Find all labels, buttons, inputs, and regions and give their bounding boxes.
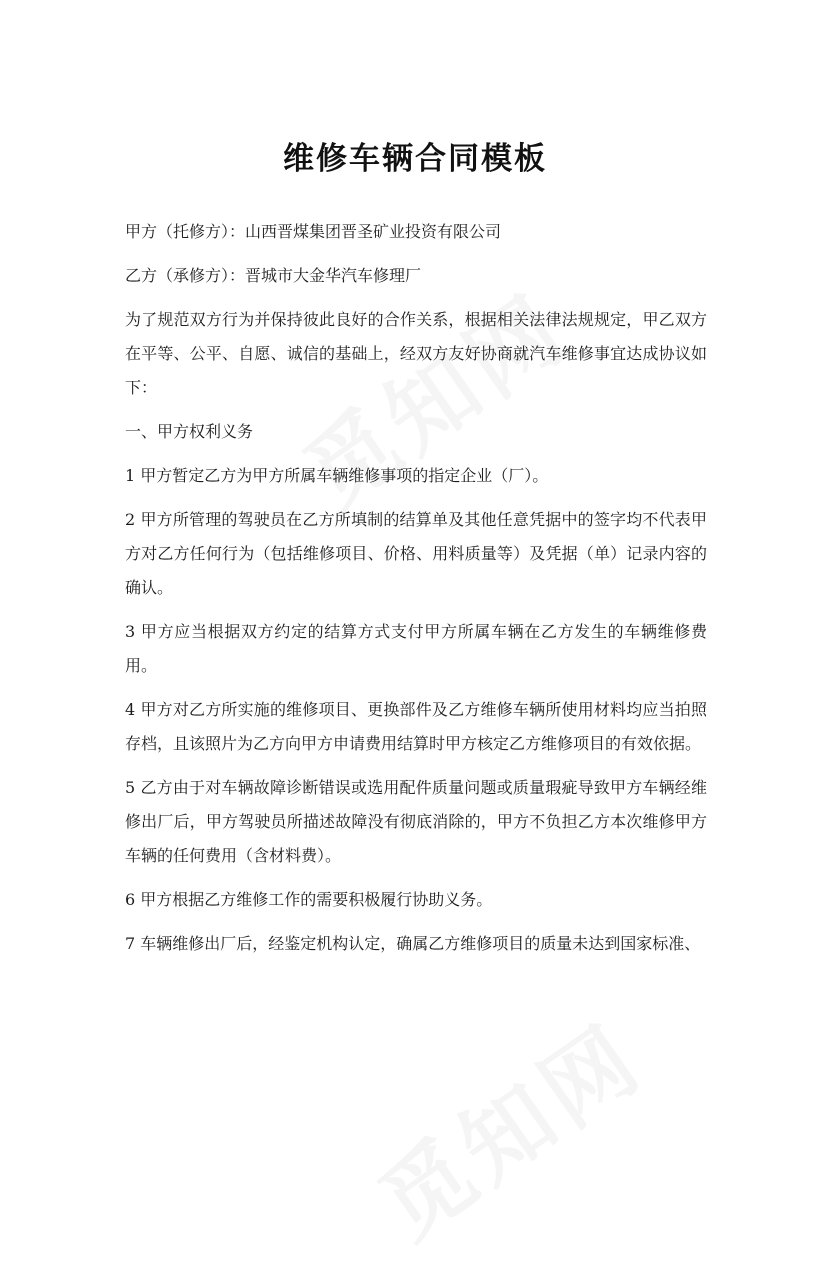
watermark [349,987,664,1262]
clause-2: 2 甲方所管理的驾驶员在乙方所填制的结算单及其他任意凭据中的签字均不代表甲方对乙方任何行为（包括维修项目、价格、用料质量等）及凭据（单）记录内容的确认。 [125,510,707,597]
party-b-line: 乙方（承修方）：晋城市大金华汽车修理厂 [125,266,422,285]
preamble-paragraph: 为了规范双方行为并保持彼此良好的合作关系，根据相关法律法规规定，甲乙双方在平等、公平、自愿、诚信的基础上，经双方友好协商就汽车维修事宜达成协议如下： [125,310,707,397]
clause-5: 5 乙方由于对车辆故障诊断错误或选用配件质量问题或质量瑕疵导致甲方车辆经维修出厂后，甲方驾驶员所描述故障没有彻底消除的，甲方不负担乙方本次维修甲方车辆的任何费用（含材料费）。 [125,778,707,865]
section-heading: 一、甲方权利义务 [125,422,254,441]
clause-3: 3 甲方应当根据双方约定的结算方式支付甲方所属车辆在乙方发生的车辆维修费用。 [125,622,707,675]
clause-1: 1 甲方暂定乙方为甲方所属车辆维修事项的指定企业（厂）。 [125,466,549,485]
party-a-line: 甲方（托修方）：山西晋煤集团晋圣矿业投资有限公司 [125,222,502,241]
document-title: 维修车辆合同模板 [283,140,547,177]
clause-7: 7 车辆维修出厂后，经鉴定机构认定，确属乙方维修项目的质量未达到国家标准、 [125,934,701,953]
clause-4: 4 甲方对乙方所实施的维修项目、更换部件及乙方维修车辆所使用材料均应当拍照存档，且该照片为乙方向甲方申请费用结算时甲方核定乙方维修项目的有效依据。 [125,700,707,753]
clause-6: 6 甲方根据乙方维修工作的需要积极履行协助义务。 [125,890,493,909]
document-body [125,215,707,971]
